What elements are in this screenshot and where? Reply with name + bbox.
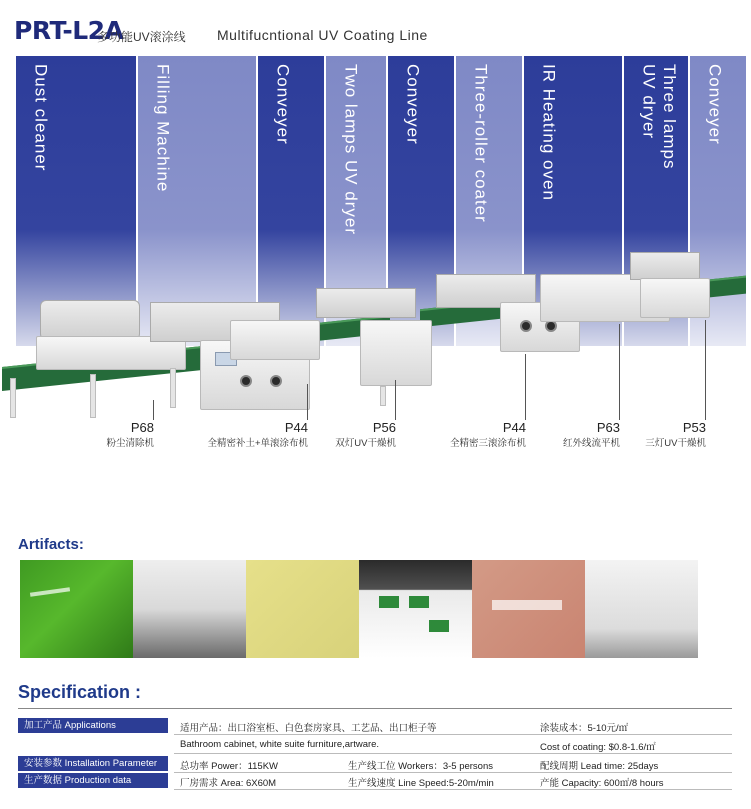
artifact-photo-cutout-panel <box>359 560 472 658</box>
machine-leg <box>380 386 386 406</box>
artifact-photo-green-panel <box>20 560 133 658</box>
roller-coater-top <box>230 320 320 360</box>
adjust-knob <box>270 375 282 387</box>
dust-cleaner-hood <box>40 300 140 340</box>
callout-cn: 红外线流平机 <box>562 438 620 449</box>
artifacts-heading: Artifacts: <box>18 536 84 553</box>
spec-cell: 配线周期 Lead time: 25days <box>540 761 659 772</box>
uv-dryer-body <box>360 320 432 386</box>
callout-dust-cleaner <box>60 420 154 449</box>
callout-cn: 粉尘清除机 <box>106 438 154 449</box>
callout-ir-oven <box>540 420 620 449</box>
machine-leg <box>90 374 96 418</box>
banner-label: Filling Machine <box>153 64 173 193</box>
callout-cn: 三灯UV干燥机 <box>645 438 706 449</box>
artifacts-gallery <box>20 560 700 658</box>
spec-row-installation <box>18 756 732 772</box>
model-title: PRT-L2A <box>14 16 124 45</box>
callout-cn: 全精密三滚涂布机 <box>449 438 526 449</box>
banner-label: Dust cleaner <box>31 64 51 172</box>
banner-label: Three lamps UV dryer <box>639 64 679 170</box>
spec-row-head: 安装参数 Installation Parameter <box>18 756 168 771</box>
spec-row-head: 加工产品 Applications <box>18 718 168 733</box>
adjust-knob <box>240 375 252 387</box>
subtitle-chinese: 多功能UV滚涂线 <box>97 30 186 44</box>
spec-cell: 产能 Capacity: 600㎡/8 hours <box>540 778 664 789</box>
callout-code: P56 <box>372 420 396 435</box>
machine-leg <box>10 378 16 418</box>
banner-label: Two lamps UV dryer <box>341 64 361 236</box>
subtitle-english: Multifucntional UV Coating Line <box>217 27 428 43</box>
spec-cell: 厂房需求 Area: 6X60M <box>180 778 277 789</box>
artifact-photo-yellow-panel <box>246 560 359 658</box>
callout-line <box>395 380 396 420</box>
banner-label: Conveyer <box>705 64 725 145</box>
row-divider <box>174 753 732 754</box>
banner-label: Conveyer <box>403 64 423 145</box>
row-divider <box>174 734 732 735</box>
uv-dryer-3-body <box>640 278 710 318</box>
spec-row-production <box>18 773 732 789</box>
adjust-knob <box>520 320 532 332</box>
callout-cn: 全精密补土+单滚涂布机 <box>207 438 308 449</box>
callout-two-lamps-dryer <box>310 420 396 449</box>
banner-label: IR Heating oven <box>539 64 559 201</box>
callout-code: P44 <box>502 420 526 435</box>
callout-line <box>153 400 154 420</box>
banner-label: Conveyer <box>273 64 293 145</box>
callout-filling-coater <box>160 420 308 449</box>
spec-cell: 生产线速度 Line Speed:5-20m/min <box>348 778 494 789</box>
uv-dryer-hood <box>316 288 416 318</box>
callout-code: P68 <box>130 420 154 435</box>
callout-line <box>525 354 526 420</box>
spec-cell: Cost of coating: $0.8-1.6/㎡ <box>540 742 656 753</box>
callout-three-roller-coater <box>420 420 526 449</box>
specification-divider <box>18 708 732 709</box>
callout-code: P63 <box>596 420 620 435</box>
specification-heading: Specification : <box>18 682 142 702</box>
callout-cn: 双灯UV干燥机 <box>335 438 396 449</box>
machine-leg <box>170 368 176 408</box>
artifact-photo-white-board <box>133 560 246 658</box>
callout-line <box>307 384 308 420</box>
uv-dryer-3-hood <box>630 252 700 280</box>
callout-code: P53 <box>682 420 706 435</box>
spec-row-head: 生产数据 Production data <box>18 773 168 788</box>
row-divider <box>174 789 732 790</box>
spec-cell: 适用产品：出口浴室柜、白色套房家具、工艺品、出口柜子等 <box>180 723 437 734</box>
spec-cell: Bathroom cabinet, white suite furniture,artware. <box>180 739 380 750</box>
artifact-photo-pink-panel <box>472 560 585 658</box>
callout-three-lamps-dryer <box>630 420 706 449</box>
spec-row-applications <box>18 718 732 734</box>
banner-label: Three-roller coater <box>471 64 491 223</box>
callout-code: P44 <box>284 420 308 435</box>
spec-cell: 涂装成本：5-10元/㎡ <box>540 723 629 734</box>
spec-row-applications-en <box>18 737 732 753</box>
spec-cell: 生产线工位 Workers：3-5 persons <box>348 761 493 772</box>
callout-line <box>705 320 706 420</box>
artifact-photo-grey-panel <box>585 560 698 658</box>
callout-line <box>619 324 620 420</box>
spec-cell: 总功率 Power：115KW <box>180 761 279 772</box>
